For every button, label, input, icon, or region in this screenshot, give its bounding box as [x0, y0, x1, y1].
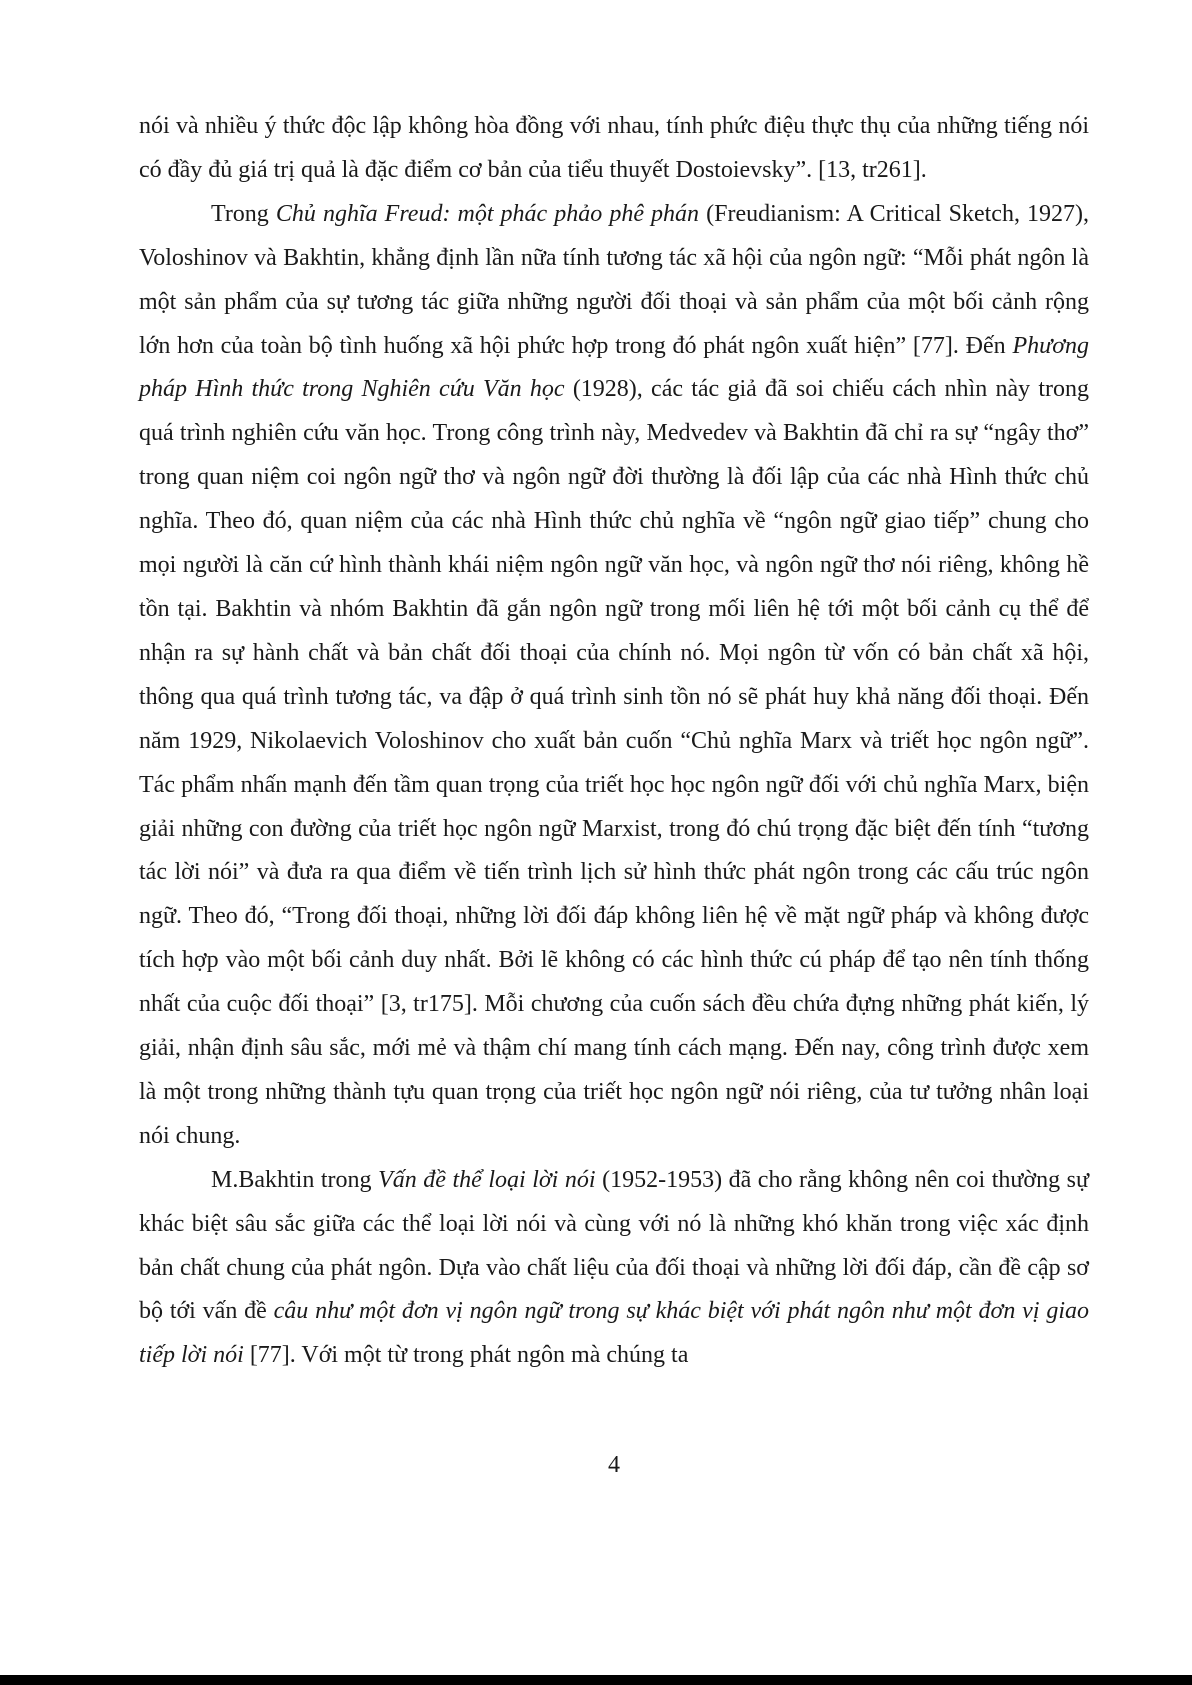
italic-title-text: Chủ nghĩa Freud: một phác phảo phê phán — [275, 200, 700, 227]
italic-title-text: câu như một đơn vị ngôn ngữ trong sự khác biệt với phát ngôn như một đơn vị giao tiếp lời nói — [139, 1298, 1089, 1369]
paragraph-text: [77]. Với một từ trong phát ngôn mà chúng ta — [243, 1342, 689, 1369]
paragraph — [139, 1159, 1089, 1379]
paragraph-text: (Freudianism: A Critical Sketch, 1927), Voloshinov và Bakhtin, khẳng định lần nữa tính tương tác xã hội của ngôn ngữ: “Mỗi phát ngôn là một sản phẩm của sự tương tác giữa những người đối thoại và sản phẩm của một bối cảnh rộng lớn hơn của toàn bộ tình huống xã hội phức hợp trong đó phát ngôn xuất hiện” [77]. Đến — [139, 200, 1090, 359]
paragraph-text: M.Bakhtin trong — [211, 1166, 379, 1193]
paragraph-text: (1952-1953) đã cho rằng không nên coi thường sự khác biệt sâu sắc giữa các thể loại lời nói và cùng với nó là những khó khăn trong việc xác định bản chất chung của phát ngôn. Dựa vào chất liệu của đối thoại và những lời đối đáp, cần đề cập sơ bộ tới vấn đề — [139, 1166, 1089, 1325]
body-text — [139, 105, 1089, 1378]
paragraph — [139, 105, 1089, 193]
paragraph-text: nói và nhiều ý thức độc lập không hòa đồng với nhau, tính phức điệu thực thụ của những tiếng nói có đầy đủ giá trị quả là đặc điểm cơ bản của tiểu thuyết Dostoievsky”. [13, tr261]. — [139, 113, 1089, 183]
paragraph-text: (1928), các tác giả đã soi chiếu cách nhìn này trong quá trình nghiên cứu văn học. Trong công trình này, Medvedev và Bakhtin đã chỉ ra sự “ngây thơ” trong quan niệm coi ngôn ngữ thơ và ngôn ngữ đời thường là đối lập của các nhà Hình thức chủ nghĩa. Theo đó, quan niệm của các nhà Hình thức chủ nghĩa về “ngôn ngữ giao tiếp” chung cho mọi người là căn cứ hình thành khái niệm ngôn ngữ văn học, và ngôn ngữ thơ nói riêng, không hề tồn tại. Bakhtin và nhóm Bakhtin đã gắn ngôn ngữ trong mối liên hệ tới một bối cảnh cụ thể để nhận ra sự hành chất và bản chất đối thoại của chính nó. Mọi ngôn từ vốn có bản chất xã hội, thông qua quá trình tương tác, va đập ở quá trình sinh tồn nó sẽ phát huy khả năng đối thoại. Đến năm 1929, Nikolaevich Voloshinov cho xuất bản cuốn “Chủ nghĩa Marx và triết học ngôn ngữ”. Tác phẩm nhấn mạnh đến tầm quan trọng của triết học học ngôn ngữ đối với chủ nghĩa Marx, biện giải những con đường của triết học ngôn ngữ Marxist, trong đó chú trọng đặc biệt đến tính “tương tác lời nói” và đưa ra qua điểm về tiến trình lịch sử hình thức phát ngôn trong các cấu trúc ngôn ngữ. Theo đó, “Trong đối thoại, những lời đối đáp không liên hệ về mặt ngữ pháp và không được tích hợp vào một bối cảnh duy nhất. Bởi lẽ không có các hình thức cú pháp để tạo nên tính thống nhất của cuộc đối thoại” [3, tr175]. Mỗi chương của cuốn sách đều chứa đựng những phát kiến, lý giải, nhận định sâu sắc, mới mẻ và thậm chí mang tính cách mạng. Đến nay, công trình được xem là một trong những thành tựu quan trọng của triết học ngôn ngữ nói riêng, của tư tưởng nhân loại nói chung. — [139, 376, 1089, 1149]
italic-title-text: Vấn đề thể loại lời nói — [378, 1166, 596, 1193]
italic-title-text: Phương pháp Hình thức trong Nghiên cứu Văn học — [139, 332, 1089, 403]
page-number: 4 — [608, 1452, 620, 1478]
paragraph-text: Trong — [211, 200, 276, 227]
paragraph — [139, 193, 1089, 1159]
bottom-border — [0, 1675, 1192, 1685]
